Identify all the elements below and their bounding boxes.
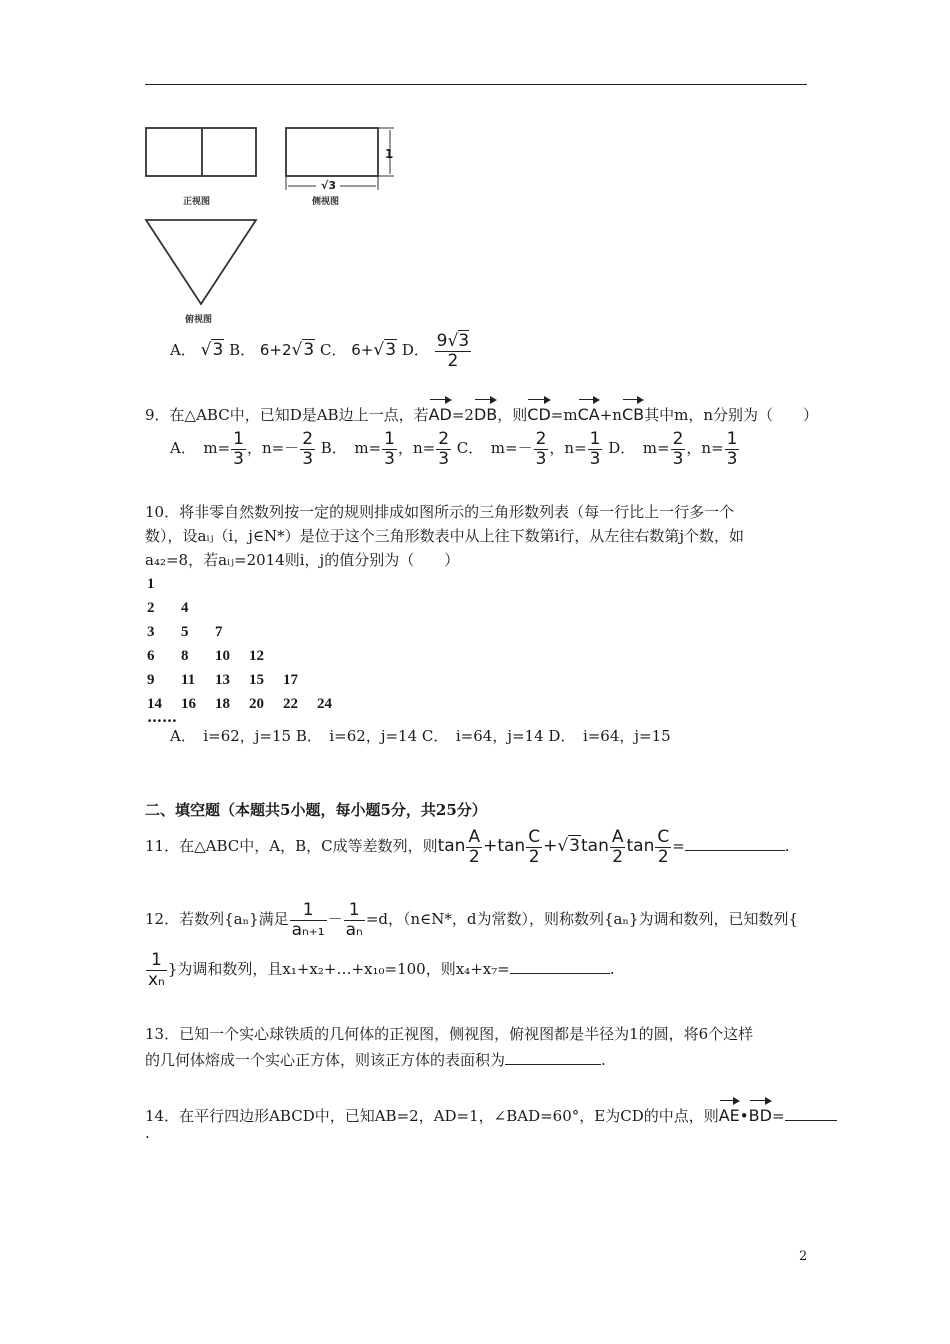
table-cell: 1 xyxy=(147,576,155,592)
sqrt-icon: √3 xyxy=(200,340,224,360)
triangle-number-table xyxy=(147,572,351,716)
q8-option-d-fraction: $\frac{9√3}{2}$ xyxy=(436,330,470,371)
table-cell: 8 xyxy=(181,648,189,664)
answer-blank-q12 xyxy=(510,973,610,974)
q14-end-period: . xyxy=(145,1124,150,1142)
side-height-label: 1 xyxy=(385,147,394,161)
header-rule xyxy=(145,84,807,85)
table-cell: 11 xyxy=(181,672,196,688)
side-view-caption: 侧视图 xyxy=(312,197,340,207)
table-cell: 10 xyxy=(215,648,230,664)
front-view xyxy=(146,128,256,176)
table-cell: 5 xyxy=(181,624,189,640)
sqrt-icon: √3 xyxy=(291,340,315,360)
table-cell: 7 xyxy=(215,624,223,640)
top-view xyxy=(146,220,256,304)
table-cell: 6 xyxy=(147,648,155,664)
table-row xyxy=(147,596,351,620)
table-row xyxy=(147,644,351,668)
vector-bd: BD xyxy=(749,1097,772,1129)
table-cell: 4 xyxy=(181,600,189,616)
q8-option-c: C． xyxy=(320,341,347,359)
table-cell: 14 xyxy=(147,696,162,712)
vector-ad: AD xyxy=(429,396,452,428)
side-width-label: √3 xyxy=(321,179,336,192)
top-view-caption: 俯视图 xyxy=(185,315,213,325)
q10-line-3: a₄₂=8，若aᵢⱼ=2014则i，j的值分别为（ ） xyxy=(145,551,460,569)
table-cell: 2 xyxy=(147,600,155,616)
table-cell: 24 xyxy=(317,696,332,712)
answer-blank-q11 xyxy=(685,850,785,851)
table-row xyxy=(147,620,351,644)
vector-ca: CA xyxy=(578,396,600,428)
table-cell: 18 xyxy=(215,696,230,712)
q9-options: A． m= $\frac{1}{3}$ ，n=－ $\frac{2}{3}$ B． m= $\frac{1}{3}$ ，n= $\frac{2}{3}$ C． m=－ $\frac{2}{3}$ ，n= $\frac{1}{3}$ D． m= $\frac{2}{3}$ ，n= $\frac{1}{3}$ xyxy=(170,428,738,469)
q8-options: A． √3 B． 6+2√3 C． 6+√3 D． $\frac{9√3}{2}$ xyxy=(170,330,470,371)
vector-ae: AE xyxy=(719,1097,740,1129)
table-cell: 12 xyxy=(249,648,264,664)
table-cell: 16 xyxy=(181,696,196,712)
q10-options: A． i=62，j=15 B． i=62，j=14 C． i=64，j=14 D． i=64，j=15 xyxy=(170,727,671,745)
table-cell: 17 xyxy=(283,672,298,688)
q14-stem: 14．在平行四边形ABCD中，已知AB=2，AD=1，∠BAD=60°，E为CD的中点，则AE•BD= xyxy=(145,1097,837,1129)
answer-blank-q13 xyxy=(505,1064,601,1065)
section-2-heading: 二、填空题（本题共5小题，每小题5分，共25分） xyxy=(145,801,487,819)
table-ellipsis: …… xyxy=(147,708,177,726)
q8-option-b: B． xyxy=(229,341,256,359)
page-number: 2 xyxy=(799,1249,808,1264)
table-cell: 22 xyxy=(283,696,298,712)
sqrt-icon: √3 xyxy=(373,340,397,360)
table-row xyxy=(147,692,351,716)
side-view xyxy=(286,128,394,190)
table-cell: 3 xyxy=(147,624,155,640)
table-cell: 20 xyxy=(249,696,264,712)
q13-line-1: 13．已知一个实心球铁质的几何体的正视图，侧视图，俯视图都是半径为1的圆，将6个这样 xyxy=(145,1025,754,1043)
vector-db: DB xyxy=(474,396,497,428)
q12-stem-line2: $\frac{1}{\text{xₙ}}$ }为调和数列，且x₁+x₂+…+x₁₀=100，则x₄+x₇= . xyxy=(148,949,615,990)
q10-line-2: 数），设aᵢⱼ（i，j∈N*）是位于这个三角形数表中从上往下数第i行，从左往右数第j个数，如 xyxy=(145,527,745,545)
front-view-caption: 正视图 xyxy=(183,197,211,207)
q11-stem: 11．在△ABC中，A，B，C成等差数列，则tan $\frac{A}{2}$ +tan $\frac{C}{2}$ +√3tan $\frac{A}{2}$ tan $\frac{C}{2}$ = . xyxy=(145,826,790,867)
table-cell: 15 xyxy=(249,672,264,688)
table-row xyxy=(147,572,351,596)
table-cell: 9 xyxy=(147,672,155,688)
vector-cb: CB xyxy=(622,396,644,428)
table-row xyxy=(147,668,351,692)
q8-option-a: A． xyxy=(170,341,196,359)
vector-cd: CD xyxy=(527,396,551,428)
q10-line-1: 10．将非零自然数列按一定的规则排成如图所示的三角形数列表（每一行比上一行多一个 xyxy=(145,503,735,521)
table-cell: 13 xyxy=(215,672,230,688)
three-view-figure xyxy=(140,122,410,334)
answer-blank-q14 xyxy=(785,1120,837,1121)
q12-stem-line1: 12．若数列{aₙ}满足 $\frac{1}{\text{aₙ₊₁}}$ － $\frac{1}{\text{aₙ}}$ =d，（n∈N*，d为常数），则称数列{aₙ}为调和数列，已知数列{ xyxy=(145,899,799,940)
sqrt-icon: √3 xyxy=(557,836,580,856)
q13-line-2: 的几何体熔成一个实心正方体，则该正方体的表面积为 . xyxy=(145,1051,606,1069)
q9-stem: 9．在△ABC中，已知D是AB边上一点，若AD=2DB，则CD=mCA+nCB其中m，n分别为（ ） xyxy=(145,396,818,428)
q8-option-d: D． xyxy=(401,341,429,359)
